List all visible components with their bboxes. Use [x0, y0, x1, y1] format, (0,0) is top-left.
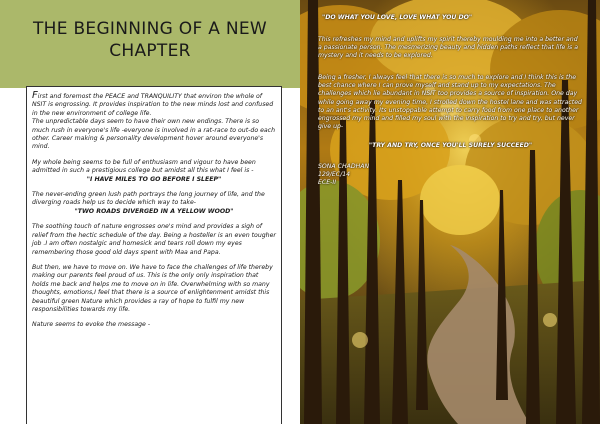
author-signature: [318, 163, 438, 188]
paragraph-1: [32, 92, 276, 118]
page-title: [14, 18, 286, 62]
author-name: SONA CHADHAN: [318, 163, 370, 170]
forest-path-photo: [300, 0, 600, 424]
title-line-2: CHAPTER: [109, 41, 191, 61]
title-line-1: THE BEGINNING OF A NEW: [32, 19, 268, 39]
author-roll-number: 129/EC/14: [318, 171, 351, 179]
paragraph-7: Nature seems to evoke the message -: [32, 321, 151, 329]
quote-miles-to-go: "I HAVE MILES TO GO BEFORE I SLEEP": [86, 175, 222, 183]
right-paragraph-2: Being a fresher, I always feel that there is so much to explore and I think this is the best chance where I can prove myself and stand up to my expectations. The challenges which lie abundant in NSIT too provides a source of inspiration. One day while going away my evening time, I strolled down the hostel lane and was attracted to an ant's activity. Its unstoppable attempt to carry food from one place to another engrossed my mind and filled my soul with the inspiration to try and try, but never give up-: [318, 74, 582, 131]
quote-two-roads: "TWO ROADS DIVERGED IN A YELLOW WOOD": [74, 207, 234, 215]
right-paragraph-1: This refreshes my mind and uplifts my spirit thereby moulding me into a better and a passionate person. The mesmerizing beauty and hidden paths reflect that life is a mystery and it needs to be explored.: [318, 36, 579, 60]
right-page: [300, 0, 600, 424]
paragraph-1-text: irst and foremost the PEACE and TRANQUILITY that environ the whole of NSIT is engrossing. It provides inspiration to the new minds lost and confused in the new environment of college life.: [32, 93, 274, 117]
title-band: [0, 0, 300, 88]
right-heading-quote: "DO WHAT YOU LOVE, LOVE WHAT YOU DO": [322, 14, 473, 21]
paragraph-5: The soothing touch of nature engrosses one's mind and provides a sigh of relief from the hectic schedule of the day. Being a hosteller is an even tougher job .I am often nostalgic and homesick and tears roll down my eyes remembering those good old days spent with Maa and Papa.: [32, 223, 276, 256]
paragraph-6: But then, we have to move on. We have to face the challenges of life thereby making our parents feel proud of us. This is the only only inspiration that holds me back and helps me to move on in life. Overwhelming with so many thoughts, emotions,I feel that there is a source of enlightenment amidst this beautiful green Nature which provides a ray of hope to fulfil my new responsibilities towards my life.: [32, 263, 273, 313]
author-branch: ECE-II: [318, 179, 337, 187]
paragraph-2: The unpredictable days seem to have their own new endings. There is so much rush in everyone's life -everyone is involved in a rat-race to out-do each other. Career making & personality development hover around everyone's mind.: [32, 118, 275, 151]
quote-try-and-try: "TRY AND TRY, ONCE YOU'LL SURELY SUCCEED": [368, 142, 533, 149]
drop-cap: F: [32, 90, 38, 101]
paragraph-4: The never-ending green lush path portrays the long journey of life, and the diverging roads help us to decide which way to take-: [32, 191, 265, 207]
paragraph-3: My whole being seems to be full of enthusiasm and vigour to have been admitted in such a prestigious college but amidst all this what I feel is -: [32, 158, 256, 175]
article-body-box: [26, 86, 282, 424]
